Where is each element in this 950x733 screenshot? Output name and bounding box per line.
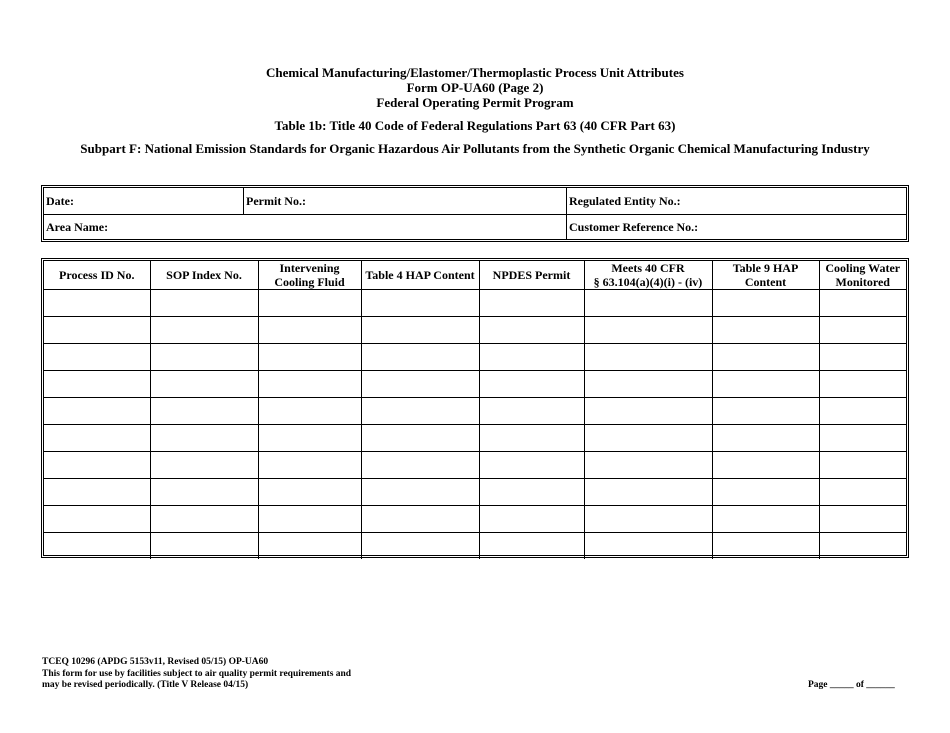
date-label: Date: [46, 194, 74, 208]
table-cell[interactable] [150, 452, 258, 479]
table-cell[interactable] [479, 506, 584, 533]
table-cell[interactable] [258, 344, 361, 371]
customer-reference-field[interactable] [567, 214, 907, 240]
col-table9-hap-content: Table 9 HAP Content [712, 261, 819, 290]
table-cell[interactable] [44, 533, 150, 560]
table-row [44, 506, 906, 533]
table-cell[interactable] [361, 290, 479, 317]
table-cell[interactable] [150, 344, 258, 371]
footer-line2: This form for use by facilities subject to air quality permit requirements and [42, 668, 352, 679]
table-cell[interactable] [819, 398, 906, 425]
table-cell[interactable] [44, 398, 150, 425]
table-cell[interactable] [150, 398, 258, 425]
table-cell[interactable] [712, 479, 819, 506]
table-cell[interactable] [258, 425, 361, 452]
table-cell[interactable] [712, 371, 819, 398]
table-cell[interactable] [584, 506, 712, 533]
table-cell[interactable] [361, 317, 479, 344]
form-title-line2: Form OP-UA60 (Page 2) [406, 80, 544, 95]
table-title: Table 1b: Title 40 Code of Federal Regulations Part 63 (40 CFR Part 63) [274, 118, 676, 133]
table-cell[interactable] [44, 371, 150, 398]
table-cell[interactable] [584, 344, 712, 371]
table-cell[interactable] [819, 452, 906, 479]
table-cell[interactable] [361, 533, 479, 560]
table-row [44, 290, 906, 317]
table-cell[interactable] [361, 344, 479, 371]
table-row [44, 425, 906, 452]
area-name-label: Area Name: [46, 220, 109, 234]
table-cell[interactable] [44, 452, 150, 479]
permit-info-box [41, 185, 909, 242]
table-row [44, 398, 906, 425]
table-cell[interactable] [479, 425, 584, 452]
date-field[interactable] [44, 188, 243, 214]
customer-reference-label: Customer Reference No.: [569, 220, 699, 234]
table-cell[interactable] [819, 371, 906, 398]
table-cell[interactable] [712, 506, 819, 533]
table-cell[interactable] [258, 533, 361, 560]
table-cell[interactable] [479, 371, 584, 398]
table-row [44, 533, 906, 560]
col-npdes-permit: NPDES Permit [479, 261, 584, 290]
table-cell[interactable] [712, 425, 819, 452]
table-cell[interactable] [479, 533, 584, 560]
table-cell[interactable] [584, 533, 712, 560]
table-row [44, 344, 906, 371]
table-cell[interactable] [819, 344, 906, 371]
page-number: Page _____ of ______ [808, 680, 895, 690]
table-cell[interactable] [258, 371, 361, 398]
table-cell[interactable] [150, 290, 258, 317]
col-cooling-water-monitored: Cooling Water Monitored [819, 261, 906, 290]
table-cell[interactable] [712, 290, 819, 317]
table-cell[interactable] [361, 425, 479, 452]
table-cell[interactable] [479, 344, 584, 371]
table-cell[interactable] [584, 479, 712, 506]
table-cell[interactable] [258, 452, 361, 479]
table-cell[interactable] [150, 371, 258, 398]
col-meets-40cfr: Meets 40 CFR § 63.104(a)(4)(i) - (iv) [584, 261, 712, 290]
col-sop-index: SOP Index No. [150, 261, 258, 290]
table-cell[interactable] [361, 479, 479, 506]
form-title [0, 65, 950, 110]
table-row [44, 371, 906, 398]
form-footer [42, 657, 351, 692]
table-cell[interactable] [150, 425, 258, 452]
table-cell[interactable] [712, 452, 819, 479]
table-row [44, 452, 906, 479]
table-cell[interactable] [44, 344, 150, 371]
table-cell[interactable] [150, 317, 258, 344]
table-cell[interactable] [584, 425, 712, 452]
table-cell[interactable] [712, 344, 819, 371]
table-cell[interactable] [819, 290, 906, 317]
table-cell[interactable] [479, 290, 584, 317]
col-table4-hap-content: Table 4 HAP Content [361, 261, 479, 290]
table-cell[interactable] [584, 398, 712, 425]
table-cell[interactable] [819, 317, 906, 344]
table-cell[interactable] [44, 506, 150, 533]
table-cell[interactable] [150, 506, 258, 533]
attributes-table [41, 258, 909, 558]
table-cell[interactable] [361, 371, 479, 398]
table-cell[interactable] [44, 290, 150, 317]
table-cell[interactable] [150, 533, 258, 560]
subpart-title: Subpart F: National Emission Standards for Organic Hazardous Air Pollutants from the Synthetic Organic Chemical Manufacturing Industry [80, 141, 870, 156]
table-cell[interactable] [258, 290, 361, 317]
area-name-field[interactable] [44, 214, 566, 240]
form-title-line1: Chemical Manufacturing/Elastomer/Thermoplastic Process Unit Attributes [266, 65, 684, 80]
table-cell[interactable] [361, 452, 479, 479]
permit-number-field[interactable] [244, 188, 566, 214]
permit-number-label: Permit No.: [246, 194, 306, 208]
table-cell[interactable] [258, 506, 361, 533]
table-cell[interactable] [44, 425, 150, 452]
table-cell[interactable] [258, 317, 361, 344]
col-intervening-cooling-fluid: Intervening Cooling Fluid [258, 261, 361, 290]
table-cell[interactable] [44, 479, 150, 506]
table-cell[interactable] [584, 290, 712, 317]
table-cell[interactable] [819, 479, 906, 506]
table-cell[interactable] [712, 317, 819, 344]
table-cell[interactable] [712, 533, 819, 560]
footer-line1: TCEQ 10296 (APDG 5153v11, Revised 05/15) OP-UA60 [42, 657, 269, 667]
table-cell[interactable] [712, 398, 819, 425]
table-cell[interactable] [584, 371, 712, 398]
table-row [44, 479, 906, 506]
table-cell[interactable] [150, 479, 258, 506]
table-cell[interactable] [258, 479, 361, 506]
table-row [44, 317, 906, 344]
table-cell[interactable] [584, 452, 712, 479]
table-cell[interactable] [479, 479, 584, 506]
table-cell[interactable] [361, 506, 479, 533]
table-cell[interactable] [479, 398, 584, 425]
table-cell[interactable] [479, 317, 584, 344]
table-cell[interactable] [584, 317, 712, 344]
table-cell[interactable] [258, 398, 361, 425]
col-process-id: Process ID No. [44, 261, 150, 290]
table-cell[interactable] [819, 506, 906, 533]
table-cell[interactable] [479, 452, 584, 479]
table-cell[interactable] [361, 398, 479, 425]
table-cell[interactable] [819, 533, 906, 560]
table-cell[interactable] [819, 425, 906, 452]
form-title-line3: Federal Operating Permit Program [376, 95, 574, 110]
table-header-row [44, 261, 906, 290]
regulated-entity-field[interactable] [567, 188, 907, 214]
table-cell[interactable] [44, 317, 150, 344]
regulated-entity-label: Regulated Entity No.: [569, 194, 681, 208]
footer-line3: may be revised periodically. (Title V Release 04/15) [42, 680, 249, 690]
